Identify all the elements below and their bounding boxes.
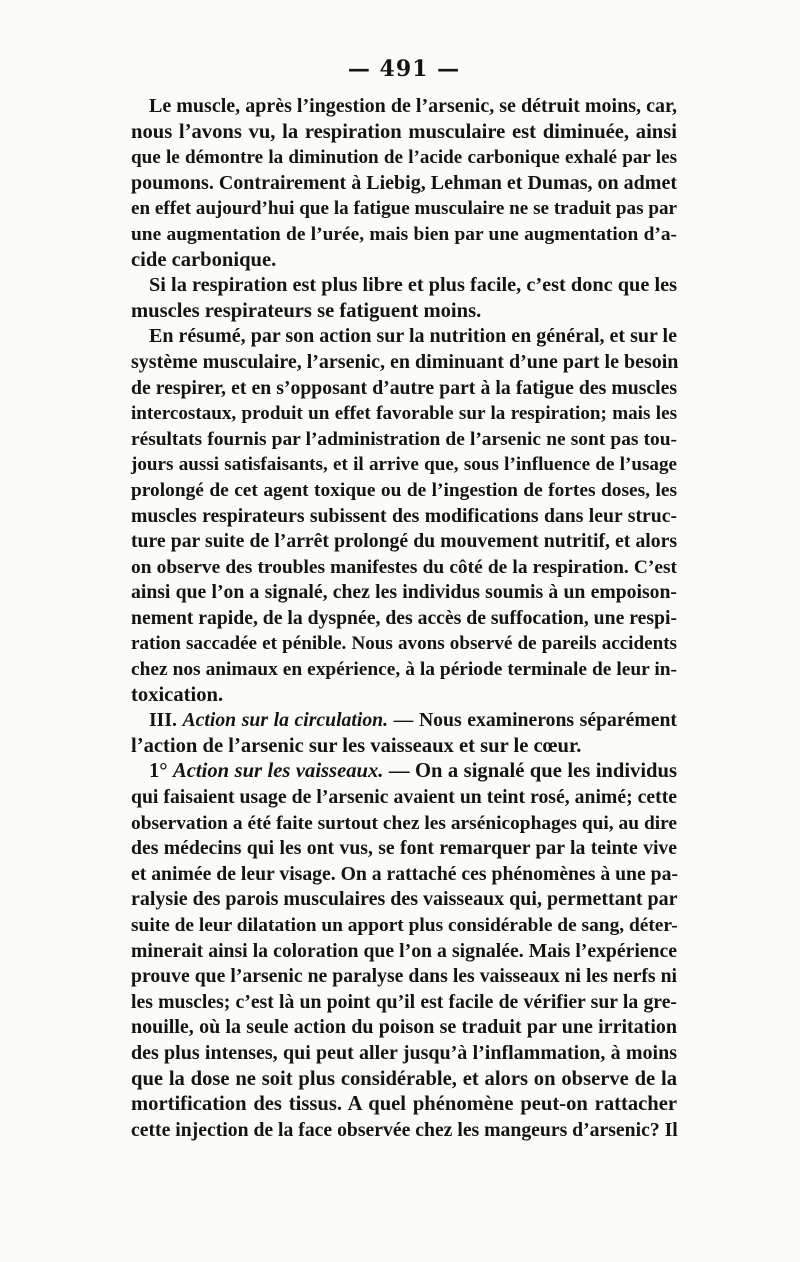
text-line: cide carbonique. <box>131 248 277 271</box>
text-line: muscles respirateurs subissent des modifications dans leur struc- <box>131 504 677 527</box>
text-line: prolongé de cet agent toxique ou de l’ingestion de fortes doses, les <box>131 479 677 501</box>
text-line: toxication. <box>131 683 224 706</box>
text-line: résultats fournis par l’administration de l’arsenic ne sont pas tou- <box>131 428 677 450</box>
text-line: qui faisaient usage de l’arsenic avaient un teint rosé, animé; cette <box>131 786 677 809</box>
text-line: ture par suite de l’arrêt prolongé du mouvement nutritif, et alors <box>131 530 677 553</box>
text-line: poumons. Contrairement à Liebig, Lehman et Dumas, on admet <box>131 171 677 194</box>
section-heading: Action sur les vaisseaux. <box>173 760 384 783</box>
text-line: que le démontre la diminution de l’acide carbonique exhalé par les <box>131 147 677 169</box>
text-line: et animée de leur visage. On a rattaché ces phénomènes à une pa- <box>131 862 679 885</box>
text-line: de respirer, et en s’opposant d’autre part à la fatigue des muscles <box>131 376 677 399</box>
text-line: Le muscle, après l’ingestion de l’arsenic, se détruit moins, car, <box>149 95 677 117</box>
text-line: que la dose ne soit plus considérable, et alors on observe de la <box>131 1067 677 1090</box>
text-line: III. Action sur la circulation. — Nous examinerons séparément <box>149 709 677 732</box>
text-line: suite de leur dilatation un apport plus considérable de sang, déter- <box>131 915 678 936</box>
text-line: intercostaux, produit un effet favorable sur la respiration; mais les <box>131 403 677 425</box>
text-line: jours aussi satisfaisants, et il arrive que, sous l’influence de l’usage <box>131 454 677 476</box>
text-line: minerait ainsi la coloration que l’on a signalée. Mais l’expérience <box>131 939 677 962</box>
text-line: muscles respirateurs se fatiguent moins. <box>131 299 482 322</box>
text-line: les muscles; c’est là un point qu’il est facile de vérifier sur la gre- <box>131 990 677 1013</box>
text-line: 1° Action sur les vaisseaux. — On a signalé que les individus <box>149 760 677 783</box>
section-heading: Action sur la circulation. <box>182 709 389 732</box>
book-page <box>131 56 677 1143</box>
text-line: ration saccadée et pénible. Nous avons observé de pareils accidents <box>131 633 677 655</box>
text-line: une augmentation de l’urée, mais bien par une augmentation d’a- <box>131 223 677 245</box>
text-line: en effet aujourd’hui que la fatigue musculaire ne se traduit pas par <box>131 198 677 220</box>
text-line: des médecins qui les ont vus, se font remarquer par la teinte vive <box>131 837 677 860</box>
text-line: système musculaire, l’arsenic, en diminuant d’une part le besoin <box>131 350 679 373</box>
text-line: chez nos animaux en expérience, à la période terminale de leur in- <box>131 659 677 681</box>
text-line: mortification des tissus. A quel phénomène peut-on rattacher <box>131 1093 677 1116</box>
text-line: l’action de l’arsenic sur les vaisseaux et sur le cœur. <box>131 734 582 757</box>
text-line: cette injection de la face observée chez les mangeurs d’arsenic? Il <box>131 1118 678 1141</box>
text-line: observation a été faite surtout chez les arsénicophages qui, au dire <box>131 812 677 834</box>
text-line: nous l’avons vu, la respiration musculaire est diminuée, ainsi <box>131 120 677 143</box>
text-line: nement rapide, de la dyspnée, des accès de suffocation, une respi- <box>131 606 677 629</box>
text-line: En résumé, par son action sur la nutrition en général, et sur le <box>149 325 677 348</box>
text-line: Si la respiration est plus libre et plus facile, c’est donc que les <box>149 274 677 297</box>
text-line: ainsi que l’on a signalé, chez les individus soumis à un empoison- <box>131 581 677 604</box>
text-line: nouille, où la seule action du poison se traduit par une irritation <box>131 1016 677 1039</box>
text-line: on observe des troubles manifestes du côté de la respiration. C’est <box>131 556 677 578</box>
text-line: des plus intenses, qui peut aller jusqu’à l’inflammation, à moins <box>131 1041 677 1064</box>
page-number: — 491 — <box>347 56 461 82</box>
body-text <box>131 94 677 1143</box>
text-line: ralysie des parois musculaires des vaisseaux qui, permettant par <box>131 888 678 911</box>
text-line: prouve que l’arsenic ne paralyse dans les vaisseaux ni les nerfs ni <box>131 965 677 988</box>
